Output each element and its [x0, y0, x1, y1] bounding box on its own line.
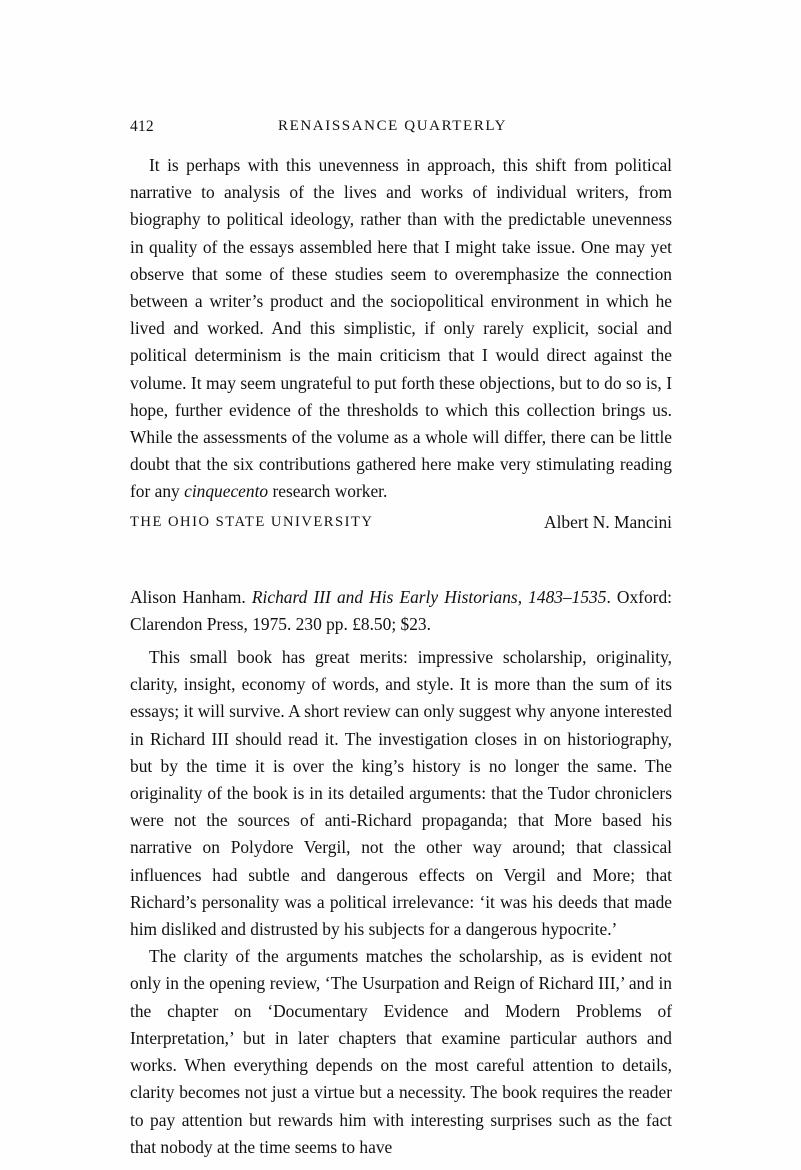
reviewer-name: Albert N. Mancini — [544, 511, 672, 532]
review-one-italic-term: cinquecento — [184, 481, 269, 502]
book-citation — [130, 584, 672, 638]
review-two — [130, 584, 672, 1161]
review-one-paragraph — [130, 152, 672, 506]
citation-book-title: Richard III and His Early Historians, 1483–1535 — [251, 586, 607, 607]
review-one-paragraph-text: It is perhaps with this unevenness in approach, this shift from political narrative to analysis of the lives and works of individual writers, from biography to political ideology, rather than with the predictable unevenness in quality of the essays assembled here that I might take issue. One may yet observe that some of these studies seem to overemphasize the connection between a writer’s product and the sociopolitical environment in which he lived and worked. And this simplistic, if only rarely explicit, social and political determinism is the main criticism that I would direct against the volume. It may seem ungrateful to put forth these objections, but to do so is, I hope, further evidence of the thresholds to which this collection brings us. While the assessments of the volume as a whole will differ, there can be little doubt that the six contributions gathered here make very stimulating reading for any — [130, 155, 672, 502]
page-number: 412 — [130, 118, 154, 135]
review-two-paragraph-two: The clarity of the arguments matches the scholarship, as is evident not only in the opening review, ‘The Usurpation and Reign of Richard III,’ and in the chapter on ‘Documentary Evidence and Modern Problems of Interpretation,’ but in later chapters that examine particular authors and works. When everything depends on the most careful attention to details, clarity becomes not just a virtue but a necessity. The book requires the reader to pay attention but rewards him with interesting surprises such as the fact that nobody at the time seems to have — [130, 946, 672, 1157]
journal-title: RENAISSANCE QUARTERLY — [278, 118, 508, 134]
citation-publication-details: . Oxford: Clarendon Press, 1975. 230 pp. £8.50; $23. — [130, 586, 672, 634]
page-text-column — [130, 118, 672, 1161]
citation-author: Alison Hanham. — [130, 586, 252, 607]
running-head — [130, 118, 672, 148]
review-two-paragraph-one: This small book has great merits: impressive scholarship, originality, clarity, insight, economy of words, and style. It is more than the sum of its essays; it will survive. A short review can only suggest why anyone interested in Richard III should read it. The investigation closes in on historiography, but by the time it is over the king’s history is no longer the same. The originality of the book is in its detailed arguments: that the Tudor chroniclers were not the sources of anti-Richard propaganda; that More based his narrative on Polydore Vergil, not the other way around; that classical influences had subtle and dangerous effects on Vergil and More; that Richard’s personality was a political irrelevance: ‘it was his deeds that made him disliked and distrusted by his subjects for a dangerous hypocrite.’ — [130, 647, 672, 940]
review-one-paragraph-tail: research worker. — [268, 481, 388, 502]
review-one-signature — [130, 511, 672, 544]
reviewer-affiliation: THE OHIO STATE UNIVERSITY — [130, 513, 374, 530]
